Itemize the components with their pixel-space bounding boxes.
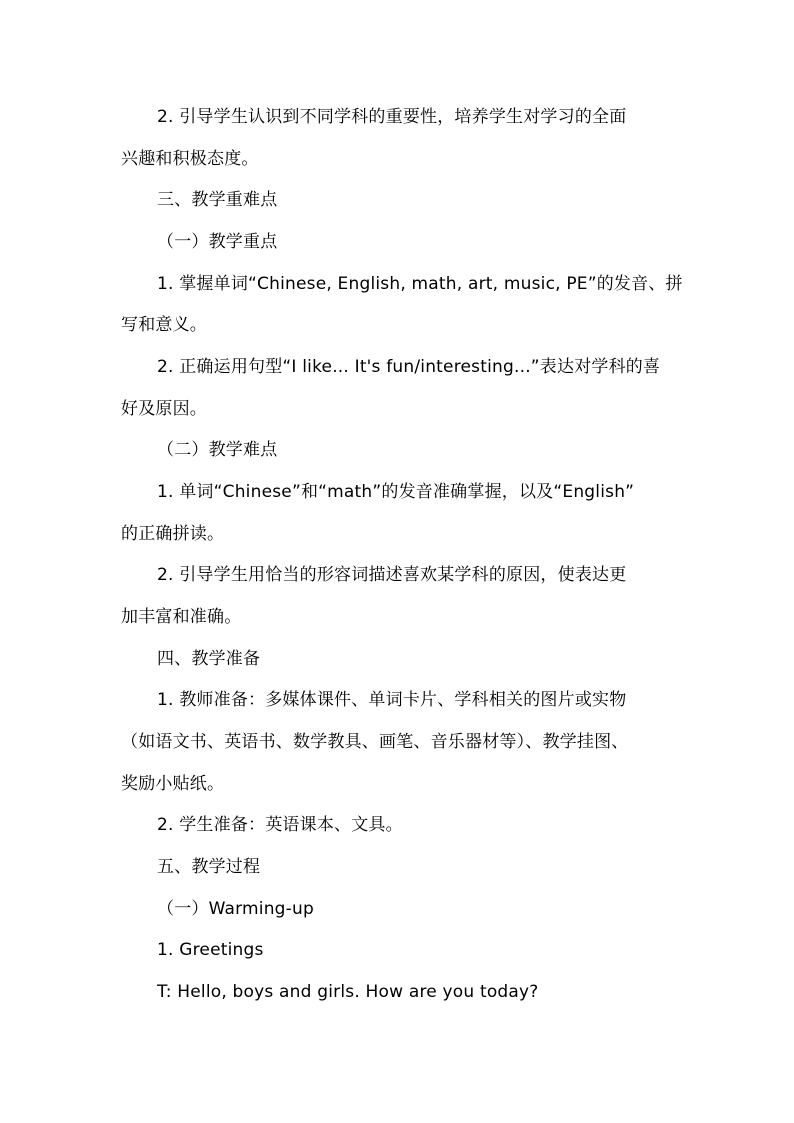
subheading-difficult-points: （二）教学难点 xyxy=(157,440,278,460)
subheading-warming-up: （一）Warming-up xyxy=(157,899,314,919)
paragraph-difficult-point-1-line-1: 1. 单词“Chinese”和“math”的发音准确掌握，以及“English” xyxy=(157,482,635,502)
step-greetings: 1. Greetings xyxy=(157,940,264,960)
paragraph-difficult-point-1-line-2: 的正确拼读。 xyxy=(121,524,225,544)
paragraph-key-point-2-line-2: 好及原因。 xyxy=(121,399,207,419)
paragraph-student-preparation: 2. 学生准备：英语课本、文具。 xyxy=(157,815,403,835)
paragraph-teacher-preparation-line-2: （如语文书、英语书、数学教具、画笔、音乐器材等）、教学挂图、 xyxy=(121,732,629,752)
paragraph-key-point-1-line-2: 写和意义。 xyxy=(121,315,207,335)
section-heading-teaching-process: 五、教学过程 xyxy=(157,857,261,877)
paragraph-difficult-point-2-line-2: 加丰富和准确。 xyxy=(121,607,242,627)
paragraph-teacher-preparation-line-1: 1. 教师准备：多媒体课件、单词卡片、学科相关的图片或实物 xyxy=(157,690,627,710)
teacher-dialogue-line: T: Hello, boys and girls. How are you today? xyxy=(157,982,539,1002)
paragraph-teacher-preparation-line-3: 奖励小贴纸。 xyxy=(121,774,225,794)
paragraph-key-point-2-line-1: 2. 正确运用句型“I like... It's fun/interesting...”表达对学科的喜 xyxy=(157,357,661,377)
section-heading-key-difficult-points: 三、教学重难点 xyxy=(157,190,278,210)
paragraph-difficult-point-2-line-1: 2. 引导学生用恰当的形容词描述喜欢某学科的原因，使表达更 xyxy=(157,565,627,585)
paragraph-goal-2-line-2: 兴趣和积极态度。 xyxy=(121,149,259,169)
subheading-key-points: （一）教学重点 xyxy=(157,232,278,252)
paragraph-goal-2-line-1: 2. 引导学生认识到不同学科的重要性，培养学生对学习的全面 xyxy=(157,107,627,127)
section-heading-preparation: 四、教学准备 xyxy=(157,649,261,669)
paragraph-key-point-1-line-1: 1. 掌握单词“Chinese, English, math, art, music, PE”的发音、拼 xyxy=(157,274,683,294)
